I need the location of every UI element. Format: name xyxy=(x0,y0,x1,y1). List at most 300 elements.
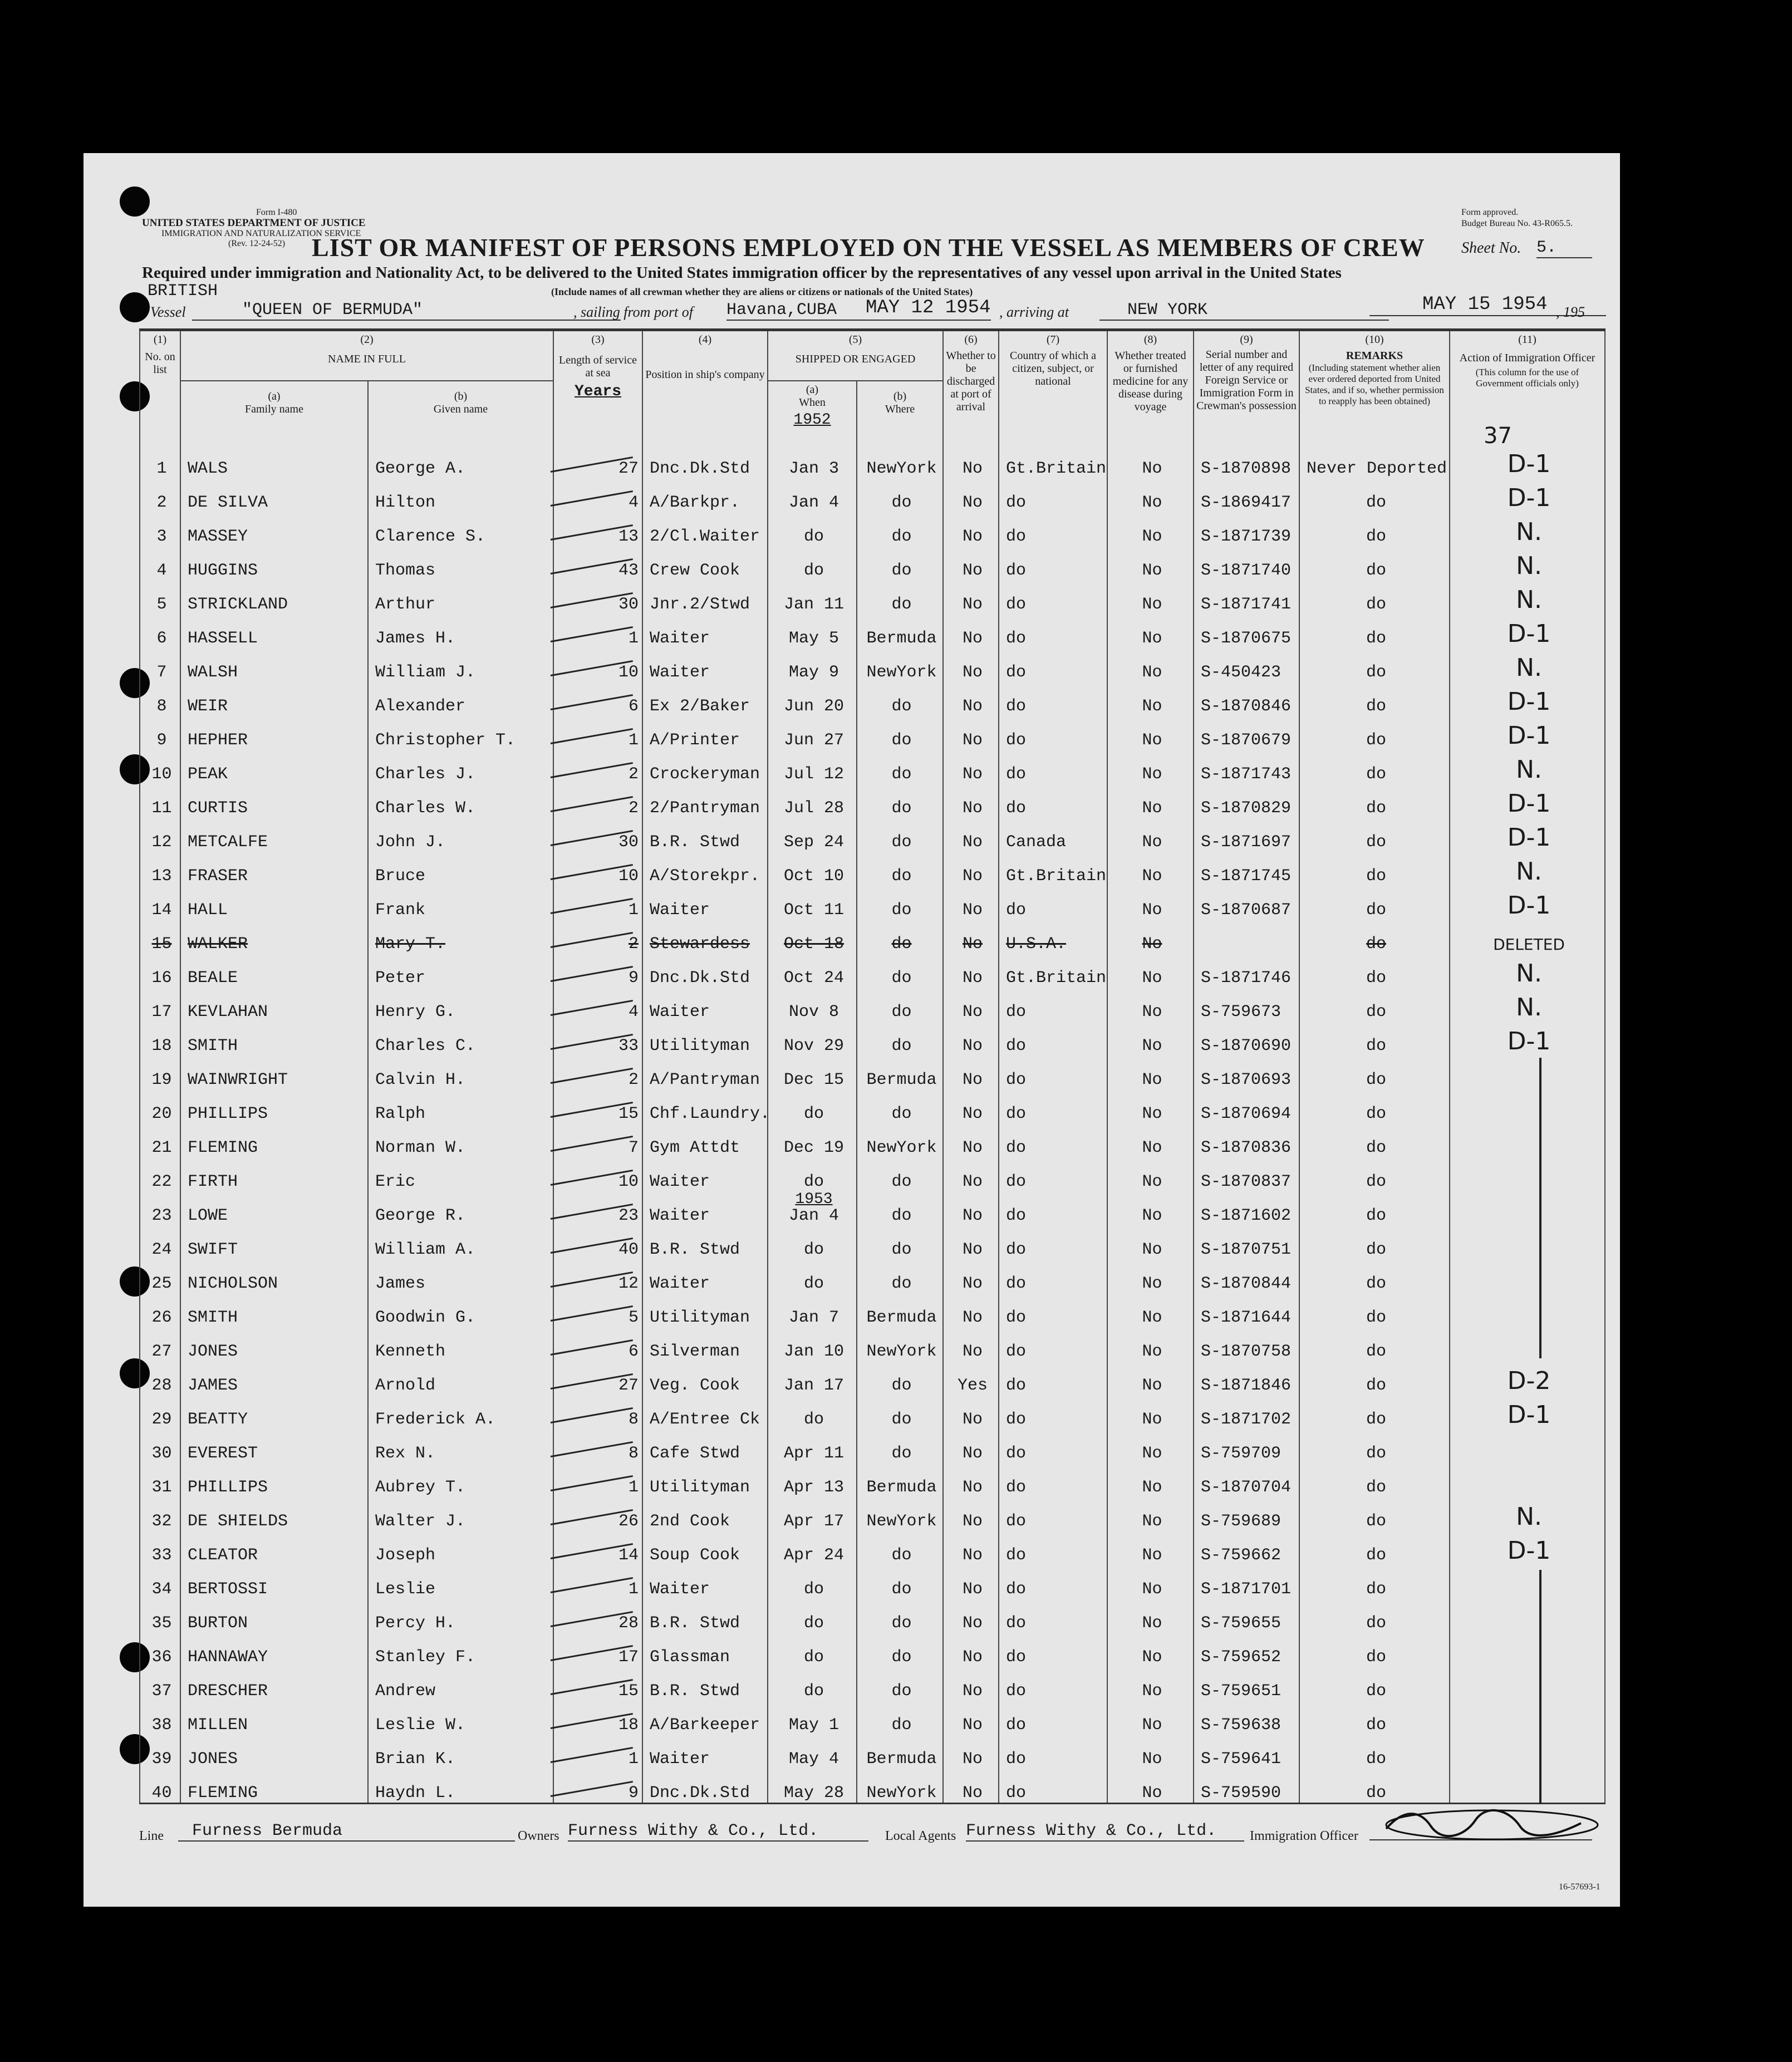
service-years xyxy=(553,1463,642,1497)
officer-action: D-1 xyxy=(1450,682,1605,716)
remarks: do xyxy=(1299,954,1450,988)
treated: No xyxy=(1107,1701,1194,1735)
remarks: do xyxy=(1299,478,1450,512)
shipped-where: do xyxy=(857,818,943,852)
service-years-value: 18 xyxy=(618,1716,639,1735)
treated: No xyxy=(1107,1395,1194,1429)
serial-number: S-1870690 xyxy=(1194,1022,1299,1055)
position: B.R. Stwd xyxy=(642,1225,768,1259)
position: B.R. Stwd xyxy=(642,818,768,852)
position: Jnr.2/Stwd xyxy=(642,580,768,614)
treated: No xyxy=(1107,1599,1194,1633)
officer-action xyxy=(1450,1667,1605,1701)
service-years xyxy=(553,954,642,988)
service-years-value: 13 xyxy=(618,527,639,546)
crew-row xyxy=(140,478,1605,512)
service-years-value: 8 xyxy=(628,1444,639,1463)
crew-row xyxy=(140,716,1605,750)
service-years-value: 1 xyxy=(628,901,639,920)
treated: No xyxy=(1107,1191,1194,1225)
shipped-when: Dec 19 xyxy=(768,1123,857,1157)
discharged: No xyxy=(943,648,999,682)
crew-row xyxy=(140,852,1605,886)
discharged: No xyxy=(943,1055,999,1089)
service-years-value: 27 xyxy=(618,1376,639,1395)
shipped-where: do xyxy=(857,988,943,1022)
service-years xyxy=(553,1022,642,1055)
family-name: PHILLIPS xyxy=(180,1089,368,1123)
shipped-when: Nov 29 xyxy=(768,1022,857,1055)
shipped-when: Apr 13 xyxy=(768,1463,857,1497)
position: Waiter xyxy=(642,1565,768,1599)
service-years xyxy=(553,1089,642,1123)
remarks: Never Deported xyxy=(1299,444,1450,478)
country: do xyxy=(999,1157,1107,1191)
serial-number: S-1871746 xyxy=(1194,954,1299,988)
row-number: 23 xyxy=(140,1191,180,1225)
service-years-value: 33 xyxy=(618,1037,639,1055)
country: do xyxy=(999,886,1107,920)
service-years xyxy=(553,614,642,648)
service-years xyxy=(553,512,642,546)
shipped-when: Oct 18 xyxy=(768,920,857,954)
service-years xyxy=(553,1565,642,1599)
row-number: 38 xyxy=(140,1701,180,1735)
given-name: Eric xyxy=(368,1157,553,1191)
crew-row xyxy=(140,750,1605,784)
treated: No xyxy=(1107,1293,1194,1327)
service-years xyxy=(553,886,642,920)
vessel-label: Vessel xyxy=(150,304,186,320)
service-years-value: 2 xyxy=(628,935,639,954)
position: A/Pantryman xyxy=(642,1055,768,1089)
row-number: 12 xyxy=(140,818,180,852)
shipped-when: Dec 15 xyxy=(768,1055,857,1089)
position: B.R. Stwd xyxy=(642,1599,768,1633)
officer-action: D-1 xyxy=(1450,1531,1605,1565)
officer-action xyxy=(1450,1599,1605,1633)
country: do xyxy=(999,1395,1107,1429)
country: do xyxy=(999,988,1107,1022)
remarks: do xyxy=(1299,1259,1450,1293)
service-years xyxy=(553,1157,642,1191)
service-years-value: 12 xyxy=(618,1274,639,1293)
officer-action xyxy=(1450,1429,1605,1463)
discharged: No xyxy=(943,1633,999,1667)
shipped-where: NewYork xyxy=(857,444,943,478)
remarks: do xyxy=(1299,1123,1450,1157)
shipped-when: Jun 20 xyxy=(768,682,857,716)
discharged: No xyxy=(943,1157,999,1191)
discharged: No xyxy=(943,1531,999,1565)
officer-action: D-1 xyxy=(1450,478,1605,512)
crew-row xyxy=(140,1769,1605,1804)
sailing-date-stamp: MAY 12 1954 xyxy=(866,297,991,318)
shipped-where: Bermuda xyxy=(857,1735,943,1769)
position: Soup Cook xyxy=(642,1531,768,1565)
remarks: do xyxy=(1299,1157,1450,1191)
given-name: Arnold xyxy=(368,1361,553,1395)
shipped-where: do xyxy=(857,580,943,614)
shipped-when: Nov 8 xyxy=(768,988,857,1022)
country: do xyxy=(999,1429,1107,1463)
remarks: do xyxy=(1299,614,1450,648)
shipped-where: do xyxy=(857,784,943,818)
service-years-value: 30 xyxy=(618,595,639,614)
service-years xyxy=(553,478,642,512)
serial-number: S-759655 xyxy=(1194,1599,1299,1633)
discharged: No xyxy=(943,716,999,750)
treated: No xyxy=(1107,1225,1194,1259)
shipped-where: Bermuda xyxy=(857,614,943,648)
row-number: 33 xyxy=(140,1531,180,1565)
position: Stewardess xyxy=(642,920,768,954)
remarks: do xyxy=(1299,1022,1450,1055)
serial-number xyxy=(1194,920,1299,954)
treated: No xyxy=(1107,1361,1194,1395)
remarks: do xyxy=(1299,1497,1450,1531)
given-name: Ralph xyxy=(368,1089,553,1123)
remarks: do xyxy=(1299,818,1450,852)
given-name: Norman W. xyxy=(368,1123,553,1157)
shipped-when: Jul 28 xyxy=(768,784,857,818)
service-years xyxy=(553,444,642,478)
family-name: SMITH xyxy=(180,1293,368,1327)
family-name: KEVLAHAN xyxy=(180,988,368,1022)
shipped-when: May 4 xyxy=(768,1735,857,1769)
service-years-value: 9 xyxy=(628,1784,639,1803)
service-years-value: 1 xyxy=(628,731,639,750)
position: 2/Pantryman xyxy=(642,784,768,818)
service-years xyxy=(553,920,642,954)
treated: No xyxy=(1107,886,1194,920)
col-remarks-header: (10) REMARKS (Including statement whether alien ever ordered deported from United States, and if so, whether permission to reapply has been obtained) xyxy=(1299,330,1450,445)
row-number: 16 xyxy=(140,954,180,988)
shipped-where: Bermuda xyxy=(857,1463,943,1497)
shipped-where: do xyxy=(857,954,943,988)
remarks: do xyxy=(1299,716,1450,750)
arriving-label: , arriving at xyxy=(999,304,1069,320)
country: do xyxy=(999,478,1107,512)
family-name: PEAK xyxy=(180,750,368,784)
service-years xyxy=(553,1735,642,1769)
crew-row xyxy=(140,886,1605,920)
crew-row xyxy=(140,1022,1605,1055)
remarks: do xyxy=(1299,682,1450,716)
country: do xyxy=(999,784,1107,818)
year-suffix: , 195 xyxy=(1556,304,1585,320)
check-mark xyxy=(551,1000,633,1016)
remarks: do xyxy=(1299,1769,1450,1804)
department: UNITED STATES DEPARTMENT OF JUSTICE xyxy=(142,217,366,229)
given-name: Christopher T. xyxy=(368,716,553,750)
shipped-when: Jan 7 xyxy=(768,1293,857,1327)
shipped-when: Apr 11 xyxy=(768,1429,857,1463)
position: A/Barkpr. xyxy=(642,478,768,512)
shipped-where: do xyxy=(857,1259,943,1293)
family-name: DE SILVA xyxy=(180,478,368,512)
row-number: 24 xyxy=(140,1225,180,1259)
given-name: Charles J. xyxy=(368,750,553,784)
service-years-value: 28 xyxy=(618,1614,639,1633)
shipped-when: Oct 11 xyxy=(768,886,857,920)
row-number: 9 xyxy=(140,716,180,750)
discharged: No xyxy=(943,954,999,988)
col-position-header: (4) Position in ship's company xyxy=(642,330,768,445)
remarks: do xyxy=(1299,1055,1450,1089)
row-number: 36 xyxy=(140,1633,180,1667)
country: do xyxy=(999,614,1107,648)
service-years xyxy=(553,1429,642,1463)
officer-action: D-1 xyxy=(1450,614,1605,648)
shipped-where: do xyxy=(857,886,943,920)
family-name: MASSEY xyxy=(180,512,368,546)
col-shipped-header: (5) SHIPPED OR ENGAGED xyxy=(768,330,943,381)
check-mark xyxy=(551,932,633,948)
treated: No xyxy=(1107,1429,1194,1463)
service-years xyxy=(553,1055,642,1089)
discharged: No xyxy=(943,1089,999,1123)
shipped-where: do xyxy=(857,1701,943,1735)
given-name: Stanley F. xyxy=(368,1633,553,1667)
position: Waiter xyxy=(642,648,768,682)
service-years-value: 23 xyxy=(618,1206,639,1225)
line-value: Furness Bermuda xyxy=(178,1822,515,1842)
family-name: JONES xyxy=(180,1327,368,1361)
country: do xyxy=(999,1599,1107,1633)
service-years xyxy=(553,1225,642,1259)
family-name: FLEMING xyxy=(180,1769,368,1804)
check-mark xyxy=(551,1747,633,1763)
subtitle: Required under immigration and Nationality Act, to be delivered to the United States immigration officer by the representatives of any vessel upon arrival in the United States xyxy=(142,264,1342,282)
service-years xyxy=(553,1191,642,1225)
shipped-when-value: Jan 4 xyxy=(788,1206,839,1225)
family-name: WALS xyxy=(180,444,368,478)
check-mark xyxy=(551,694,633,710)
serial-number: S-1870687 xyxy=(1194,886,1299,920)
remarks: do xyxy=(1299,1429,1450,1463)
crew-row xyxy=(140,1191,1605,1225)
discharged: No xyxy=(943,682,999,716)
officer-action xyxy=(1450,1463,1605,1497)
remarks: do xyxy=(1299,1701,1450,1735)
given-name: Arthur xyxy=(368,580,553,614)
shipped-when: do xyxy=(768,1599,857,1633)
discharged: No xyxy=(943,1599,999,1633)
line-label: Line xyxy=(139,1829,164,1843)
country: Gt.Britain xyxy=(999,954,1107,988)
serial-number: S-759709 xyxy=(1194,1429,1299,1463)
position: Dnc.Dk.Std xyxy=(642,1769,768,1804)
given-name: Goodwin G. xyxy=(368,1293,553,1327)
service-years-value: 1 xyxy=(628,629,639,648)
serial-number: S-1871740 xyxy=(1194,546,1299,580)
discharged: No xyxy=(943,1667,999,1701)
service-years xyxy=(553,1259,642,1293)
shipped-when xyxy=(768,1191,857,1225)
check-mark xyxy=(551,796,633,812)
position: 2nd Cook xyxy=(642,1497,768,1531)
family-name: HEPHER xyxy=(180,716,368,750)
serial-number: S-759673 xyxy=(1194,988,1299,1022)
treated: No xyxy=(1107,784,1194,818)
given-name: Haydn L. xyxy=(368,1769,553,1804)
shipped-where: NewYork xyxy=(857,1497,943,1531)
serial-number: S-1871701 xyxy=(1194,1565,1299,1599)
serial-number: S-1871644 xyxy=(1194,1293,1299,1327)
given-name: William J. xyxy=(368,648,553,682)
col-given-header: (b) Given name xyxy=(368,381,553,444)
officer-action: N. xyxy=(1450,580,1605,614)
officer-action xyxy=(1450,1089,1605,1123)
family-name: DRESCHER xyxy=(180,1667,368,1701)
discharged: No xyxy=(943,886,999,920)
treated: No xyxy=(1107,512,1194,546)
shipped-when: Jul 12 xyxy=(768,750,857,784)
footer-code: 16-57693-1 xyxy=(1559,1882,1600,1892)
check-mark xyxy=(551,1577,633,1593)
check-mark xyxy=(551,728,633,744)
officer-action xyxy=(1450,1293,1605,1327)
shipped-where: do xyxy=(857,478,943,512)
punch-hole xyxy=(120,292,150,322)
serial-number: S-1870693 xyxy=(1194,1055,1299,1089)
check-mark xyxy=(551,1441,633,1457)
given-name: Bruce xyxy=(368,852,553,886)
serial-number: S-1870751 xyxy=(1194,1225,1299,1259)
col-length-header: (3) Length of service at sea Years xyxy=(553,330,642,445)
country: do xyxy=(999,1089,1107,1123)
treated: No xyxy=(1107,478,1194,512)
remarks: do xyxy=(1299,1191,1450,1225)
discharged: No xyxy=(943,512,999,546)
service-years xyxy=(553,648,642,682)
given-name: Percy H. xyxy=(368,1599,553,1633)
service-years xyxy=(553,546,642,580)
row-number: 21 xyxy=(140,1123,180,1157)
discharged: No xyxy=(943,1327,999,1361)
agents-value: Furness Withy & Co., Ltd. xyxy=(966,1822,1244,1842)
shipped-where: do xyxy=(857,716,943,750)
treated: No xyxy=(1107,1327,1194,1361)
crew-row xyxy=(140,1633,1605,1667)
row-number: 17 xyxy=(140,988,180,1022)
service-years xyxy=(553,1123,642,1157)
officer-action: N. xyxy=(1450,750,1605,784)
serial-number: S-1870758 xyxy=(1194,1327,1299,1361)
service-years-value: 15 xyxy=(618,1682,639,1701)
position: Waiter xyxy=(642,1259,768,1293)
officer-action: D-1 xyxy=(1450,716,1605,750)
given-name: James xyxy=(368,1259,553,1293)
service-years xyxy=(553,1293,642,1327)
shipped-where: do xyxy=(857,546,943,580)
given-name: Aubrey T. xyxy=(368,1463,553,1497)
given-name: Mary T. xyxy=(368,920,553,954)
family-name: JAMES xyxy=(180,1361,368,1395)
country: do xyxy=(999,1022,1107,1055)
treated: No xyxy=(1107,1055,1194,1089)
vessel-name: "QUEEN OF BERMUDA" xyxy=(192,301,621,321)
row-number: 15 xyxy=(140,920,180,954)
serial-number: S-1870694 xyxy=(1194,1089,1299,1123)
row-number: 35 xyxy=(140,1599,180,1633)
country: do xyxy=(999,1531,1107,1565)
officer-action xyxy=(1450,1191,1605,1225)
discharged: No xyxy=(943,1463,999,1497)
family-name: HALL xyxy=(180,886,368,920)
sheet-number: 5. xyxy=(1536,238,1592,258)
officer-action: N. xyxy=(1450,512,1605,546)
position: Utilityman xyxy=(642,1022,768,1055)
given-name: Joseph xyxy=(368,1531,553,1565)
discharged: No xyxy=(943,1225,999,1259)
service-years-value: 17 xyxy=(618,1648,639,1667)
given-name: Hilton xyxy=(368,478,553,512)
officer-action: D-2 xyxy=(1450,1361,1605,1395)
serial-number: S-1870829 xyxy=(1194,784,1299,818)
service-years xyxy=(553,1667,642,1701)
officer-action: N. xyxy=(1450,648,1605,682)
remarks: do xyxy=(1299,546,1450,580)
shipped-where: do xyxy=(857,1022,943,1055)
given-name: Andrew xyxy=(368,1667,553,1701)
country: do xyxy=(999,682,1107,716)
check-mark xyxy=(551,1136,633,1152)
position: A/Storekpr. xyxy=(642,852,768,886)
service-years-value: 5 xyxy=(628,1308,639,1327)
remarks: do xyxy=(1299,1293,1450,1327)
discharged: No xyxy=(943,818,999,852)
treated: No xyxy=(1107,1633,1194,1667)
shipped-where: do xyxy=(857,1191,943,1225)
row-number: 27 xyxy=(140,1327,180,1361)
position: B.R. Stwd xyxy=(642,1667,768,1701)
check-mark xyxy=(551,1407,633,1423)
officer-action: D-1 xyxy=(1450,886,1605,920)
check-mark xyxy=(551,1781,633,1797)
service-years-value: 2 xyxy=(628,765,639,784)
col-no-header: (1) No. on list xyxy=(140,330,180,445)
position: Waiter xyxy=(642,614,768,648)
discharged: No xyxy=(943,1429,999,1463)
treated: No xyxy=(1107,750,1194,784)
officer-action xyxy=(1450,1327,1605,1361)
row-number: 40 xyxy=(140,1769,180,1804)
serial-number: S-759651 xyxy=(1194,1667,1299,1701)
check-mark xyxy=(551,490,633,507)
given-name: George R. xyxy=(368,1191,553,1225)
row-number: 7 xyxy=(140,648,180,682)
shipped-when: Apr 17 xyxy=(768,1497,857,1531)
serial-number: S-1870844 xyxy=(1194,1259,1299,1293)
row-number: 31 xyxy=(140,1463,180,1497)
country: do xyxy=(999,580,1107,614)
officer-action xyxy=(1450,1701,1605,1735)
action-continuation-line xyxy=(1539,1570,1541,1804)
given-name: Leslie W. xyxy=(368,1701,553,1735)
crew-row xyxy=(140,1361,1605,1395)
service-years-value: 6 xyxy=(628,697,639,716)
crew-row xyxy=(140,784,1605,818)
service-years xyxy=(553,1633,642,1667)
officer-signature-line xyxy=(1369,1820,1592,1840)
country: U.S.A. xyxy=(999,920,1107,954)
service-years-value: 2 xyxy=(628,799,639,818)
row-number: 2 xyxy=(140,478,180,512)
vessel-nationality: BRITISH xyxy=(148,282,218,301)
shipped-when: May 5 xyxy=(768,614,857,648)
